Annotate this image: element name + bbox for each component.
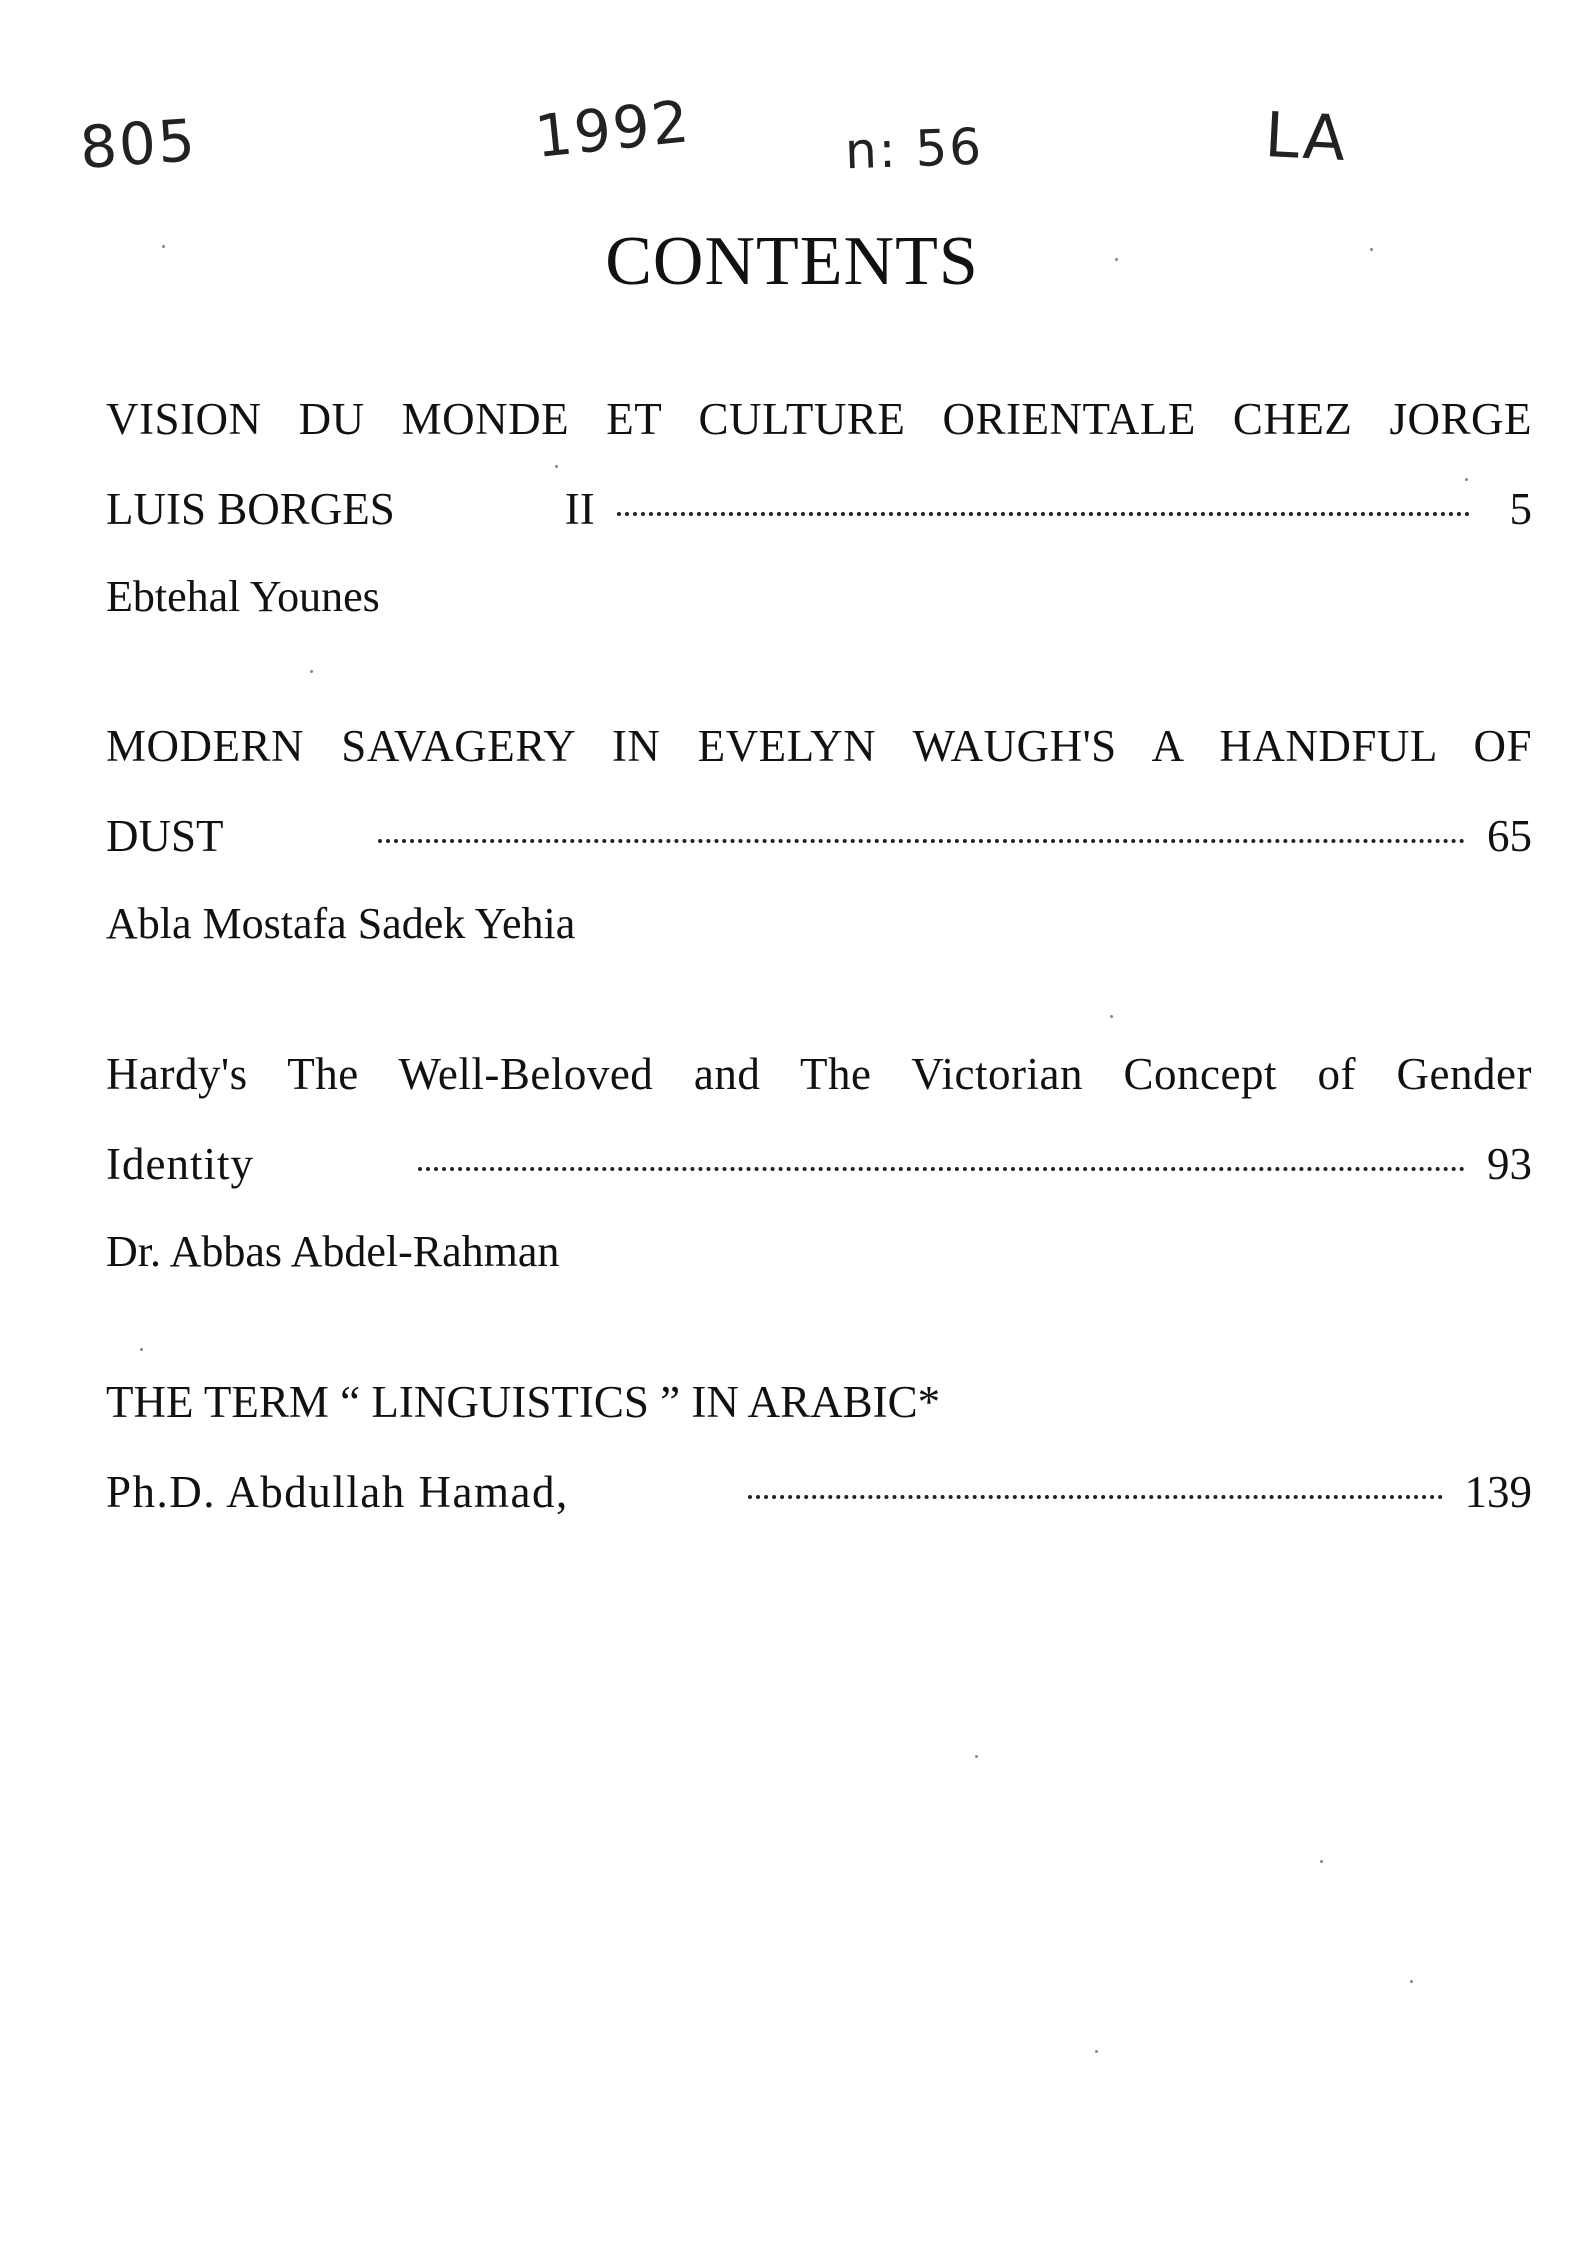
entry-title-line: MODERN SAVAGERY IN EVELYN WAUGH'S A HANDFUL OF [106, 721, 1532, 771]
entry-author: Ebtehal Younes [106, 572, 380, 621]
entry-author: Ph.D. Abdullah Hamad, [106, 1467, 569, 1517]
scan-speck [162, 245, 165, 248]
toc-row [106, 1466, 1532, 1518]
handwritten-note: n: 56 [844, 117, 985, 181]
entry-title-line: Identity [106, 1139, 254, 1189]
page-number: 93 [1487, 1139, 1532, 1189]
dot-leader [418, 1167, 1465, 1171]
scan-speck [1110, 1015, 1113, 1018]
scan-speck [1370, 248, 1373, 251]
scan-speck [1095, 2050, 1098, 2053]
toc-row [106, 483, 1532, 535]
toc-entry [106, 1048, 1532, 1278]
scan-speck [1410, 1980, 1413, 1983]
entry-title-line: THE TERM “ LINGUISTICS ” IN ARABIC* [106, 1377, 941, 1427]
toc-row [106, 810, 1532, 862]
page-number: 65 [1487, 811, 1532, 861]
entry-part-number: II [564, 484, 595, 534]
page-number: 5 [1509, 484, 1532, 534]
scan-speck [140, 1348, 143, 1351]
entry-title-text: LUIS BORGES [106, 484, 395, 534]
entry-title-line: Hardy's The Well-Beloved and The Victorian Concept of Gender [106, 1049, 1532, 1099]
handwritten-note: LA [1263, 97, 1350, 176]
entry-author: Abla Mostafa Sadek Yehia [106, 899, 576, 948]
scan-speck [1320, 1860, 1323, 1863]
dot-leader [378, 839, 1465, 843]
scan-speck [555, 465, 558, 468]
toc-entry [106, 393, 1532, 623]
entry-title-line: DUST [106, 811, 224, 861]
handwritten-note: 1992 [531, 87, 694, 171]
entry-title-line: VISION DU MONDE ET CULTURE ORIENTALE CHEZ JORGE [106, 394, 1532, 444]
toc-entry [106, 720, 1532, 950]
entry-title-line [106, 483, 595, 535]
entry-author: Dr. Abbas Abdel-Rahman [106, 1227, 560, 1276]
toc-entry [106, 1376, 1532, 1518]
scan-speck [1115, 258, 1118, 261]
page-title: CONTENTS [605, 223, 979, 300]
scan-speck [310, 670, 313, 673]
dot-leader [748, 1495, 1443, 1499]
scan-speck [975, 1755, 978, 1758]
dot-leader [617, 512, 1470, 516]
handwritten-note: 805 [77, 106, 199, 182]
page-number: 139 [1464, 1467, 1532, 1517]
toc-row [106, 1138, 1532, 1190]
scan-speck [1465, 478, 1468, 481]
